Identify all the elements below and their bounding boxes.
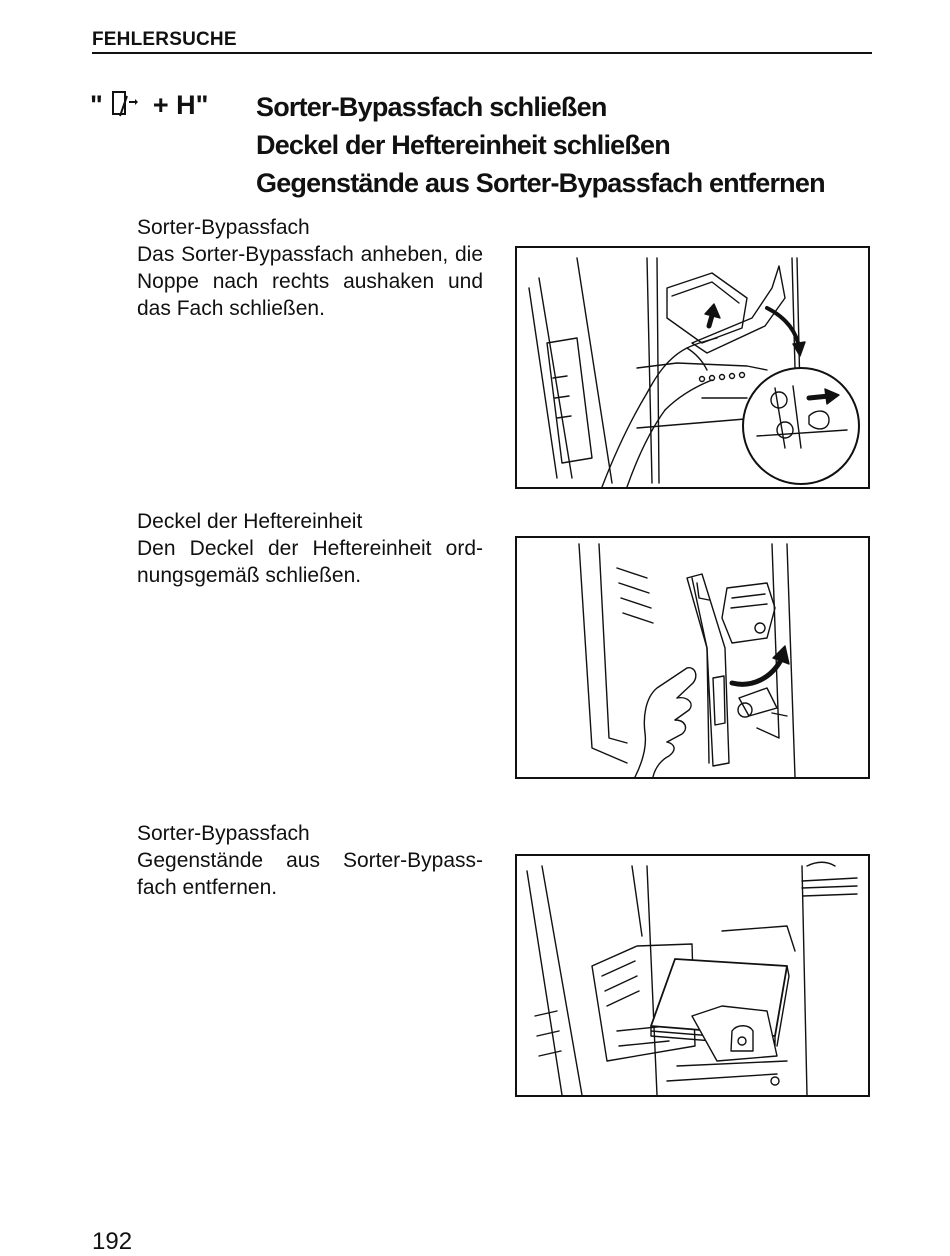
header-rule: [92, 52, 872, 54]
step-2-heading: Deckel der Heftereinheit: [137, 510, 363, 533]
title-line-2: Deckel der Heftereinheit schließen: [256, 130, 670, 160]
error-code: [90, 88, 208, 122]
procedure-titles: [256, 88, 825, 202]
step-1-illustration: [515, 246, 870, 489]
step-2: [137, 508, 483, 589]
step-3-illustration: [515, 854, 870, 1097]
step-3-text: Gegenstände aus Sorter-Bypass-fach entfernen.: [137, 849, 483, 899]
step-2-illustration: [515, 536, 870, 779]
step-1: [137, 214, 483, 322]
title-line-1: Sorter-Bypassfach schließen: [256, 92, 607, 122]
section-header: FEHLERSUCHE: [92, 29, 237, 50]
step-3: [137, 820, 483, 901]
step-3-heading: Sorter-Bypassfach: [137, 822, 310, 845]
page-number: 192: [92, 1228, 133, 1255]
code-suffix: + H": [152, 89, 209, 120]
code-prefix: ": [90, 89, 103, 120]
step-2-text: Den Deckel der Heftereinheit ord-nungsgemäß schließen.: [137, 537, 483, 587]
paper-misfeed-icon: [109, 88, 147, 122]
title-line-3: Gegenstände aus Sorter-Bypassfach entfernen: [256, 168, 825, 198]
step-1-text: Das Sorter-Bypassfach anheben, die Noppe nach rechts aushaken und das Fach schließen.: [137, 243, 483, 320]
step-1-heading: Sorter-Bypassfach: [137, 216, 310, 239]
